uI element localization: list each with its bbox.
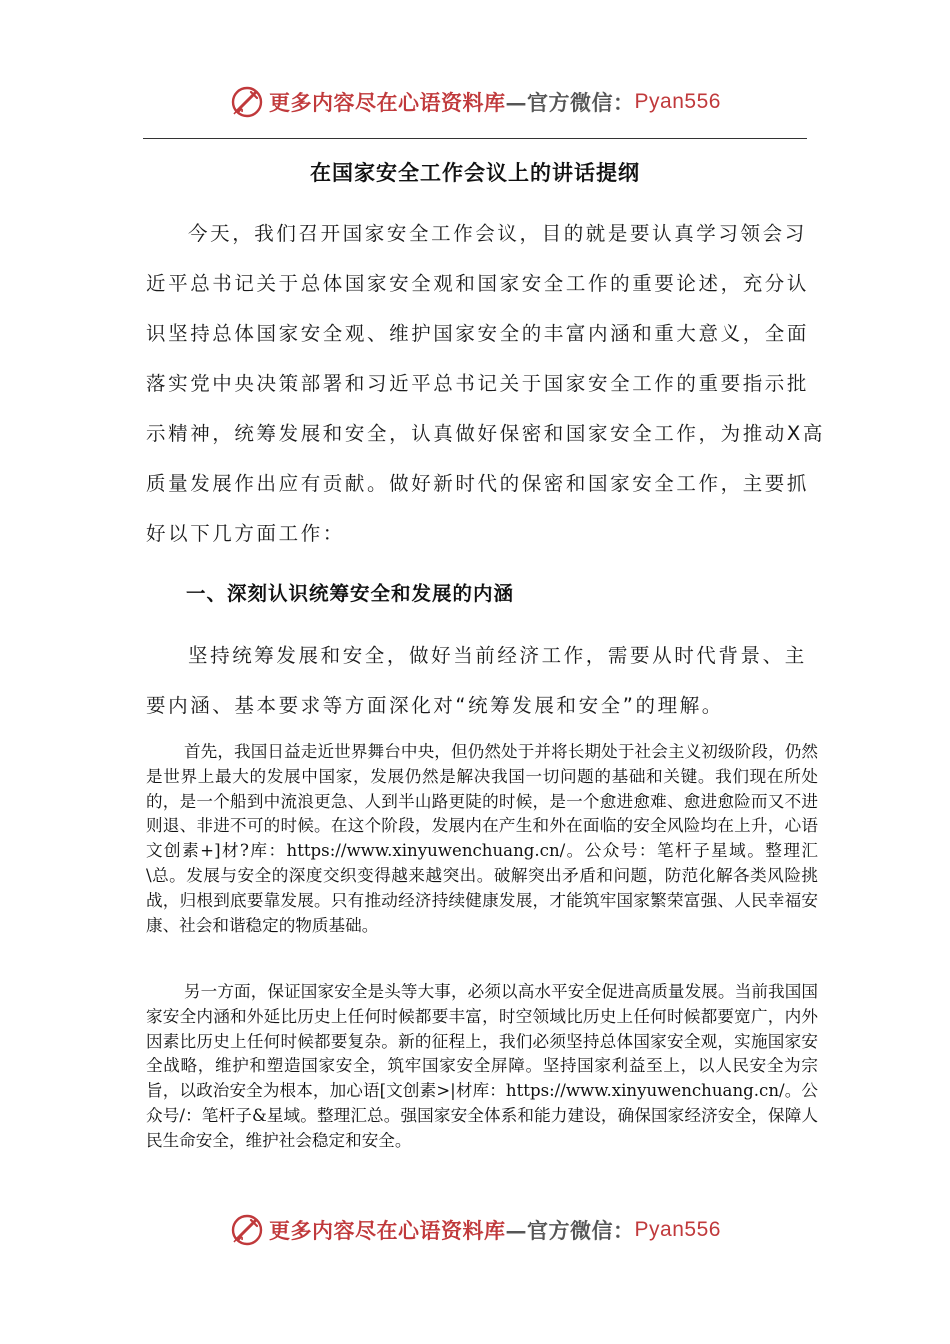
pen-logo-icon — [229, 1212, 265, 1248]
section-heading: 一、深刻认识统筹安全和发展的内涵 — [186, 582, 515, 605]
banner-sub-text: —官方微信： — [505, 1218, 635, 1243]
body-paragraph-second: 另一方面，保证国家安全是头等大事，必须以高水平安全促进高质量发展。当前我国国家安全内涵和外延比历史上任何时候都要丰富，时空领域比历史上任何时候都要宽广，内外因素比历史上任何时候都要复杂。新的征程上，我们必须坚持总体国家安全观，实施国家安全战略，维护和塑造国家安全，筑牢国家安全屏障。坚持国家利益至上，以人民安全为宗旨，以政治安全为根本，加心语[文创素>|材库：https://www.xinyuwenchuang.cn/。公众号/：笔杆子&星域。整理汇总。强国家安全体系和能力建设，确保国家经济安全，保障人民生命安全，维护社会稳定和安全。 — [146, 982, 818, 1150]
banner-wechat-id: Pyan556 — [634, 1218, 721, 1241]
page-title: 在国家安全工作会议上的讲话提纲 — [310, 161, 640, 185]
banner-main-text: 更多内容尽在心语资料库 — [269, 90, 506, 115]
banner-sub-text: —官方微信： — [505, 90, 635, 115]
footer-banner — [0, 1208, 950, 1252]
banner-main-text: 更多内容尽在心语资料库 — [269, 1218, 506, 1243]
header-rule — [143, 138, 807, 139]
pen-logo-icon — [229, 84, 265, 120]
intro-paragraph: 今天，我们召开国家安全工作会议，目的就是要认真学习领会习近平总书记关于总体国家安全观和国家安全工作的重要论述，充分认识坚持总体国家安全观、维护国家安全的丰富内涵和重大意义，全面落实党中央决策部署和习近平总书记关于国家安全工作的重要指示批示精神，统筹发展和安全，认真做好保密和国家安全工作，为推动X高质量发展作出应有贡献。做好新时代的保密和国家安全工作，主要抓好以下几方面工作： — [146, 222, 825, 545]
body-paragraph-first: 首先，我国日益走近世界舞台中央，但仍然处于并将长期处于社会主义初级阶段，仍然是世界上最大的发展中国家，发展仍然是解决我国一切问题的基础和关键。我们现在所处的，是一个船到中流浪更急、人到半山路更陡的时候，是一个愈进愈难、愈进愈险而又不进则退、非进不可的时候。在这个阶段，发展内在产生和外在面临的安全风险均在上升，心语文创素+]材?库：https://www.xinyuwenchuang.cn/。公众号：笔杆子星域。整理汇\总。发展与安全的深度交织变得越来越突出。破解突出矛盾和问题，防范化解各类风险挑战，归根到底要靠发展。只有推动经济持续健康发展，才能筑牢国家繁荣富强、人民幸福安康、社会和谐稳定的物质基础。 — [146, 742, 818, 935]
banner-wechat-id: Pyan556 — [634, 90, 721, 113]
section-intro-paragraph: 坚持统筹发展和安全，做好当前经济工作，需要从时代背景、主要内涵、基本要求等方面深化对“统筹发展和安全”的理解。 — [146, 644, 807, 717]
header-banner — [0, 80, 950, 124]
